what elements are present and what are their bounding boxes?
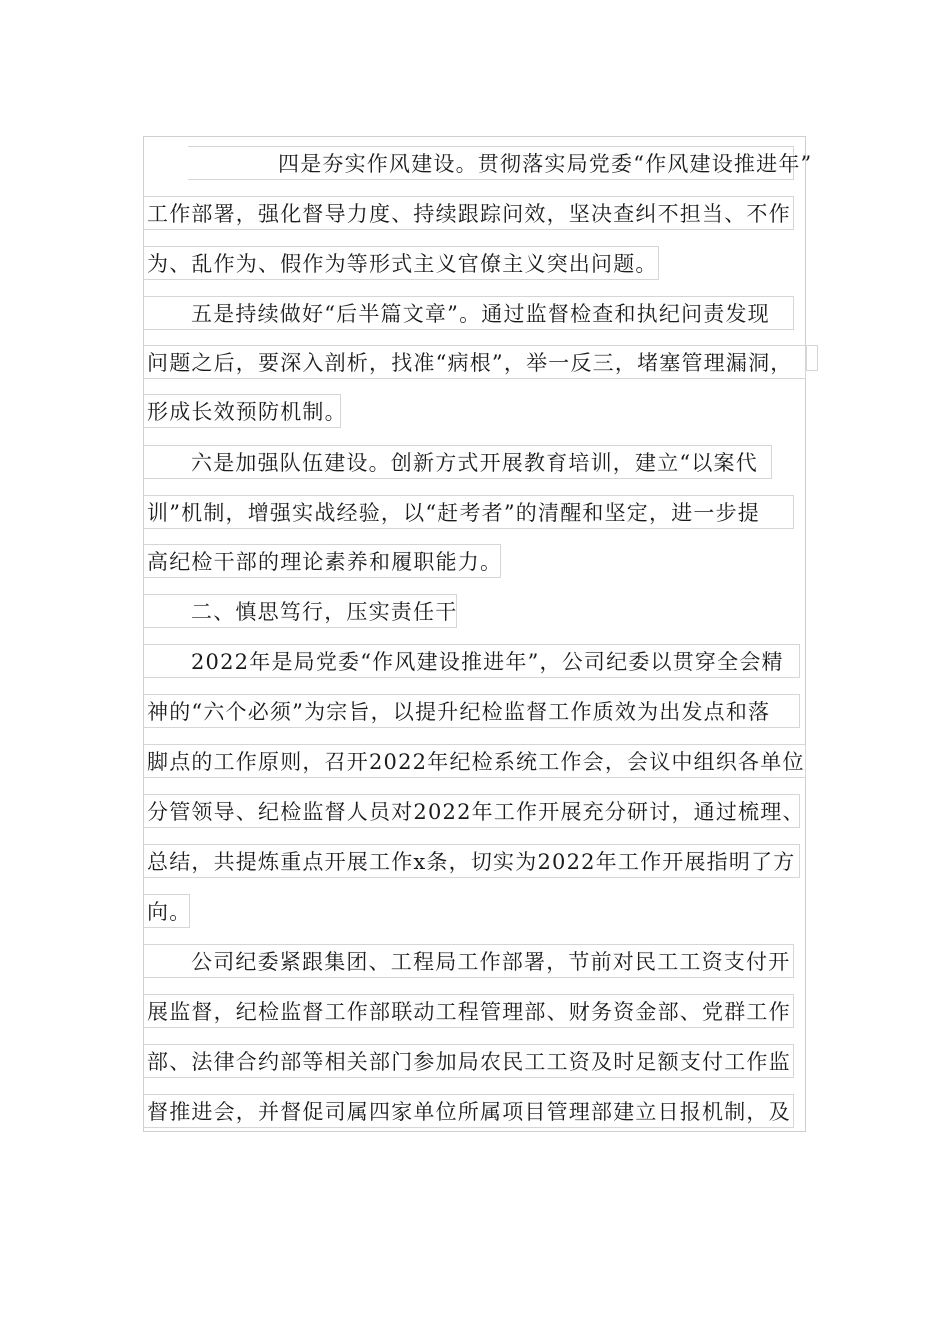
paragraph-line: 四是夯实作风建设。贯彻落实局党委“作风建设推进年” (188, 146, 794, 180)
paragraph-line: 部、法律合约部等相关部门参加局农民工工资及时足额支付工作监 (143, 1044, 794, 1078)
paragraph-line: 神的“六个必须”为宗旨，以提升纪检监督工作质效为出发点和落 (143, 694, 800, 728)
paragraph-line: 分管领导、纪检监督人员对2022年工作开展充分研讨，通过梳理、 (143, 794, 800, 828)
paragraph-line: 训”机制，增强实战经验，以“赶考者”的清醒和坚定，进一步提 (143, 495, 794, 529)
paragraph-line: 六是加强队伍建设。创新方式开展教育培训，建立“以案代 (143, 445, 772, 479)
overflow-marker (806, 345, 818, 371)
paragraph-line: 展监督，纪检监督工作部联动工程管理部、财务资金部、党群工作 (143, 994, 794, 1028)
paragraph-line: 高纪检干部的理论素养和履职能力。 (143, 544, 501, 578)
paragraph-line: 问题之后，要深入剖析，找准“病根”，举一反三，堵塞管理漏洞， (143, 345, 806, 379)
paragraph-line: 2022年是局党委“作风建设推进年”，公司纪委以贯穿全会精 (143, 644, 800, 678)
paragraph-line: 五是持续做好“后半篇文章”。通过监督检查和执纪问责发现 (143, 296, 794, 330)
paragraph-line: 公司纪委紧跟集团、工程局工作部署，节前对民工工资支付开 (143, 944, 794, 978)
paragraph-line: 脚点的工作原则，召开2022年纪检系统工作会，会议中组织各单位 (143, 744, 806, 778)
paragraph-line: 向。 (143, 894, 190, 928)
paragraph-line: 督推进会，并督促司属四家单位所属项目管理部建立日报机制，及 (143, 1094, 794, 1128)
paragraph-line: 总结，共提炼重点开展工作x条，切实为2022年工作开展指明了方 (143, 844, 800, 878)
paragraph-line: 为、乱作为、假作为等形式主义官僚主义突出问题。 (143, 246, 659, 280)
section-heading: 二、慎思笃行，压实责任干 (143, 594, 457, 628)
paragraph-line: 形成长效预防机制。 (143, 394, 341, 428)
paragraph-line: 工作部署，强化督导力度、持续跟踪问效，坚决查纠不担当、不作 (143, 196, 794, 230)
page-frame (143, 136, 806, 1132)
